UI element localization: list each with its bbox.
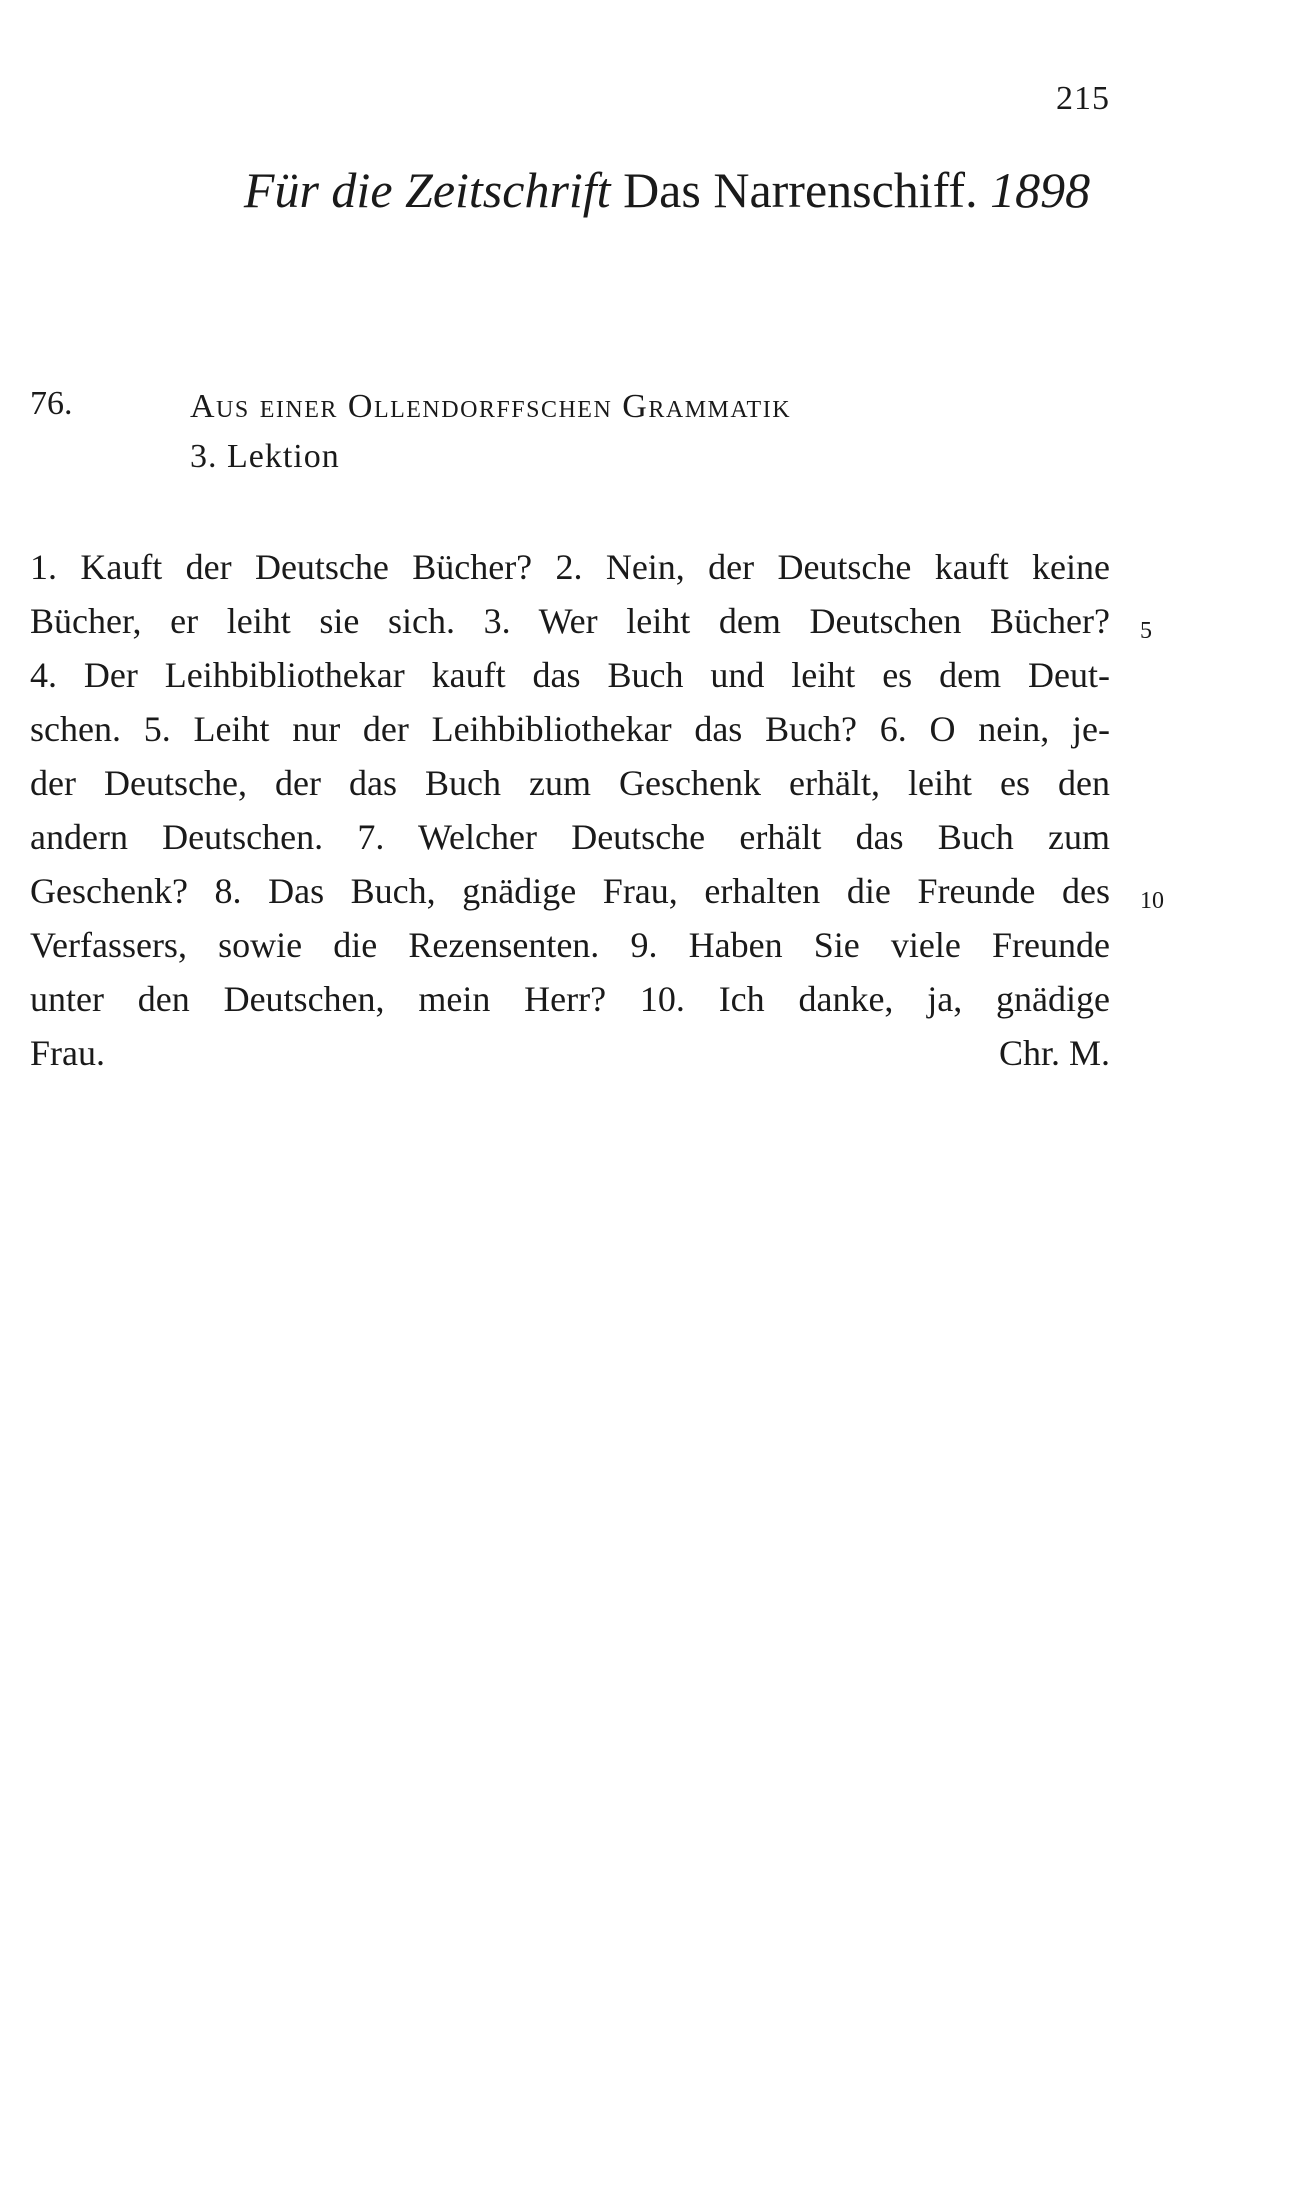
text-line: unter den Deutschen, mein Herr? 10. Ich danke, ja, gnädige bbox=[30, 979, 1110, 1019]
text-line: schen. 5. Leiht nur der Leihbibliothekar das Buch? 6. O nein, je- bbox=[30, 709, 1110, 749]
text-line: Bücher, er leiht sie sich. 3. Wer leiht dem Deutschen Bücher? bbox=[30, 601, 1110, 641]
text-line: 1. Kauft der Deutsche Bücher? 2. Nein, der Deutsche kauft keine bbox=[30, 547, 1110, 587]
line-number-5: 5 bbox=[1140, 618, 1152, 644]
poem-number: 76. bbox=[30, 385, 73, 422]
poem-title: Aus einer Ollendorffschen Grammatik bbox=[190, 388, 792, 425]
text-line: andern Deutschen. 7. Welcher Deutsche erhält das Buch zum bbox=[30, 817, 1110, 857]
poem-text bbox=[30, 540, 1110, 1080]
poem-subtitle: 3. Lektion bbox=[190, 438, 340, 475]
text-line: der Deutsche, der das Buch zum Geschenk erhält, leiht es den bbox=[30, 763, 1110, 803]
text-line: Verfassers, sowie die Rezensenten. 9. Haben Sie viele Freunde bbox=[30, 925, 1110, 965]
section-heading-prefix: Für die Zeitschrift bbox=[243, 162, 611, 218]
text-line-last bbox=[30, 1026, 1110, 1080]
text-line: Geschenk? 8. Das Buch, gnädige Frau, erhalten die Freunde des bbox=[30, 871, 1110, 911]
section-heading-year: 1898 bbox=[990, 162, 1091, 218]
last-line-text: Frau. bbox=[30, 1033, 105, 1073]
page-number: 215 bbox=[1056, 80, 1110, 117]
author-signature: Chr. M. bbox=[998, 1033, 1110, 1073]
line-number-10: 10 bbox=[1140, 888, 1164, 914]
section-heading bbox=[0, 160, 1294, 220]
section-heading-title: Das Narrenschiff. bbox=[623, 162, 978, 218]
text-line: 4. Der Leihbibliothekar kauft das Buch und leiht es dem Deut- bbox=[30, 655, 1110, 695]
